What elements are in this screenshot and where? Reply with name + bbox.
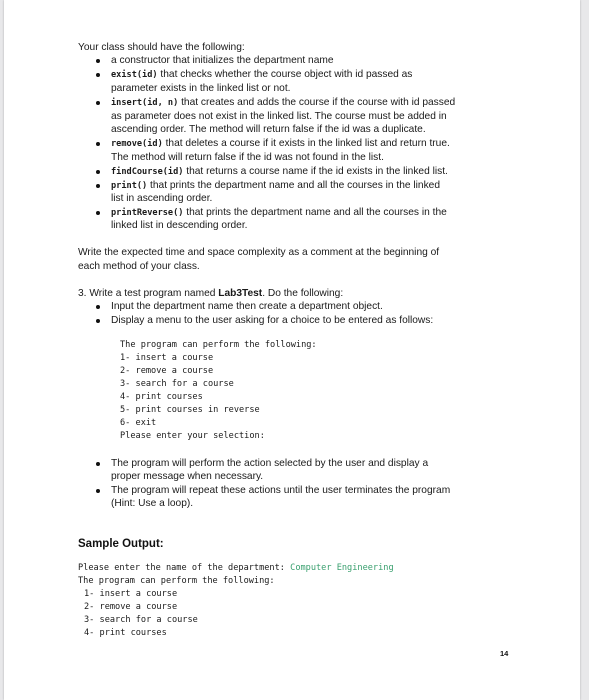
sample-line: 4- print courses xyxy=(84,628,167,638)
bullet xyxy=(96,170,100,174)
bullet xyxy=(96,73,100,77)
menu-line: 2- remove a course xyxy=(120,366,214,376)
repeat-bullet: The program will repeat these actions until the user terminates the program xyxy=(111,485,451,496)
menu-line: Please enter your selection: xyxy=(120,431,265,441)
page-number: 14 xyxy=(500,649,509,658)
method-printreverse-cont: linked list in descending order. xyxy=(111,220,248,231)
method-remove: remove(id) that deletes a course if it exists in the linked list and return true. xyxy=(111,138,450,149)
method-print: print() that prints the department name and all the courses in the linked xyxy=(111,180,440,191)
sample-output-heading: Sample Output: xyxy=(78,538,164,550)
step3-bullet-1: Input the department name then create a department object. xyxy=(111,301,383,312)
sample-line: 3- search for a course xyxy=(84,615,198,625)
menu-line: 5- print courses in reverse xyxy=(120,405,260,415)
method-constructor: a constructor that initializes the department name xyxy=(111,55,334,66)
intro-text: Your class should have the following: xyxy=(78,42,245,53)
bullet xyxy=(96,462,100,466)
complexity-text-cont: each method of your class. xyxy=(78,261,200,272)
menu-line: 4- print courses xyxy=(120,392,203,402)
action-bullet: The program will perform the action selected by the user and display a xyxy=(111,458,429,469)
method-insert: insert(id, n) that creates and adds the course if the course with id passed xyxy=(111,97,456,108)
document-page xyxy=(4,0,580,700)
repeat-bullet-cont: (Hint: Use a loop). xyxy=(111,498,194,509)
bullet xyxy=(96,489,100,493)
bullet xyxy=(96,211,100,215)
step3-bullet-2: Display a menu to the user asking for a choice to be entered as follows: xyxy=(111,315,434,326)
method-remove-cont: The method will return false if the id was not found in the list. xyxy=(111,152,384,163)
method-insert-cont2: ascending order. The method will return false if the id was a duplicate. xyxy=(111,124,426,135)
menu-line: 6- exit xyxy=(120,418,157,428)
method-insert-cont: as parameter does not exist in the linked list. The course must be added in xyxy=(111,111,447,122)
method-printreverse: printReverse() that prints the department name and all the courses in the xyxy=(111,207,447,218)
sample-prompt-line: Please enter the name of the department: Computer Engineering xyxy=(78,563,394,573)
action-bullet-cont: proper message when necessary. xyxy=(111,471,264,482)
method-exist-cont: parameter exists in the linked list or not. xyxy=(111,83,291,94)
sample-line: The program can perform the following: xyxy=(78,576,275,586)
menu-line: 3- search for a course xyxy=(120,379,234,389)
complexity-text: Write the expected time and space complexity as a comment at the beginning of xyxy=(78,247,440,258)
menu-line: The program can perform the following: xyxy=(120,340,317,350)
method-findcourse: findCourse(id) that returns a course name if the id exists in the linked list. xyxy=(111,166,448,177)
bullet xyxy=(96,101,100,105)
step3-heading: 3. Write a test program named Lab3Test. Do the following: xyxy=(78,288,344,299)
bullet xyxy=(96,142,100,146)
method-print-cont: list in ascending order. xyxy=(111,193,213,204)
menu-line: 1- insert a course xyxy=(120,353,214,363)
bullet xyxy=(96,59,100,63)
sample-line: 2- remove a course xyxy=(84,602,178,612)
sample-line: 1- insert a course xyxy=(84,589,178,599)
method-exist: exist(id) that checks whether the course object with id passed as xyxy=(111,69,413,80)
bullet xyxy=(96,319,100,323)
bullet xyxy=(96,305,100,309)
bullet xyxy=(96,184,100,188)
